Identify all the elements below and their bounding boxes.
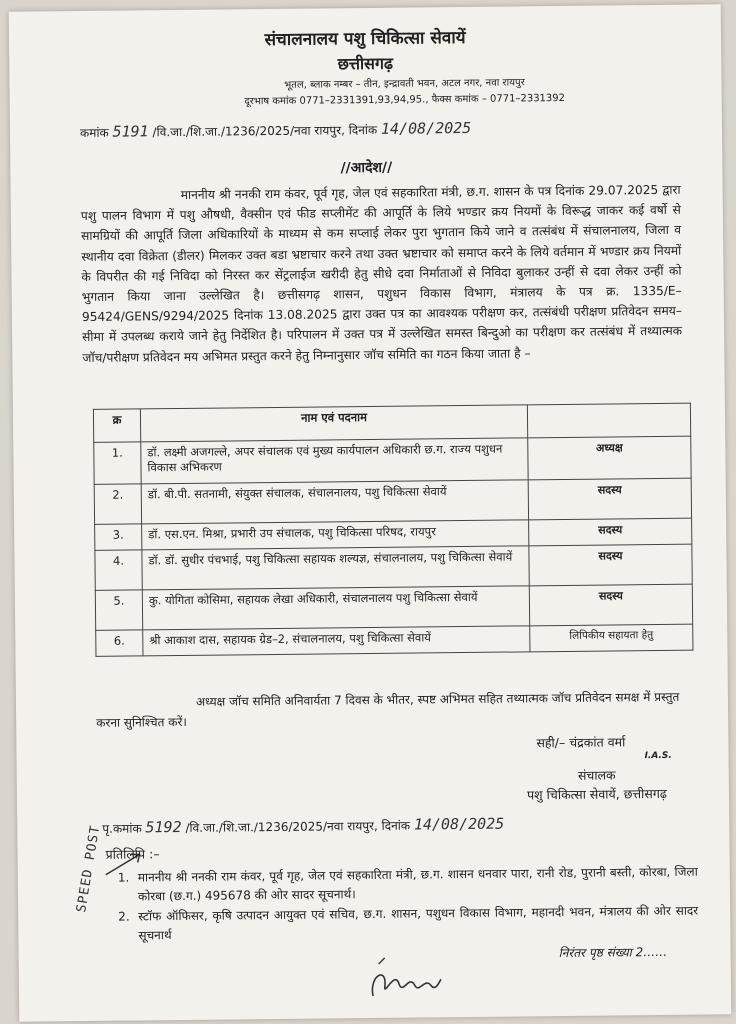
ref-middle: /वि.जा./शि.जा./1236/2025/नवा रायपुर, दिनांक xyxy=(152,122,378,140)
header-role xyxy=(527,403,690,438)
ref2-date: 14/08/2025 xyxy=(413,814,505,834)
copy-item xyxy=(118,862,708,906)
continued-note: निरंतर पृष्ठ संख्या 2…… xyxy=(558,944,668,961)
copy-text: स्टॉफ ऑफिसर, कृषि उत्पादन आयुक्त एवं सचिव, छ.ग. शासन, पशुधन विकास विभाग, महानदी भवन, मंत्रालय की ओर सादर सूचनार्थ xyxy=(138,903,699,943)
reference-line xyxy=(80,119,471,141)
row-sn: 5. xyxy=(95,590,142,630)
row-name: डॉ. बी.पी. सतनामी, संयुक्त संचालक, संचालनालय, पशु चिकित्सा सेवायें xyxy=(141,480,528,524)
row-name: डॉ. लक्ष्मी अजगल्ले, अपर संचालक एवं मुख्य कार्यपालन अधिकारी छ.ग. राज्य पशुधन विकास अभिकरण xyxy=(141,438,528,484)
table-row xyxy=(95,584,692,630)
signature-line: सही/– चंद्रकांत वर्मा xyxy=(536,734,626,751)
department: पशु चिकित्सा सेवायें, छत्तीसगढ़ xyxy=(526,785,667,803)
row-sn: 4. xyxy=(95,550,142,590)
handwritten-signature-icon xyxy=(365,955,446,1006)
header-name: नाम एवं पदनाम xyxy=(140,405,527,442)
row-sn: 1. xyxy=(94,442,141,484)
copy-label: प्रतिलिपि :– xyxy=(105,846,160,862)
row-role: सदस्य xyxy=(529,544,692,586)
ref-number: 5191 xyxy=(112,122,149,141)
table-row xyxy=(94,436,691,484)
ref-date: 14/08/2025 xyxy=(380,118,472,138)
copy-text: माननीय श्री ननकी राम कंवर, पूर्व गृह, जेल एवं सहकारिता मंत्री, छ.ग. शासन धनवार पारा, रानी रोड, पुरानी बस्ती, कोरबा, जिला कोरबा (छ.ग.) 495678 की ओर सादर सूचनार्थ। xyxy=(137,864,698,904)
row-role: सदस्य xyxy=(529,518,692,546)
row-role: अध्यक्ष xyxy=(528,436,691,480)
speed-post-stamp: SPEED POST xyxy=(74,824,104,914)
row-role: लिपिकीय सहायता हेतु xyxy=(530,624,693,652)
row-role: सदस्य xyxy=(529,584,692,626)
instruction-text: अध्यक्ष जॉच समिति अनिवार्यता 7 दिवस के भीतर, स्पष्ट अभिमत सहित तथ्यात्मक जॉच प्रतिवेदन समक्ष में प्रस्तुत करना सुनिश्चित करें। xyxy=(96,689,680,730)
signatory-designation xyxy=(487,764,707,804)
order-body: माननीय श्री ननकी राम कंवर, पूर्व गृह, जेल एवं सहकारिता मंत्री, छ.ग. शासन के पत्र दिनांक 29.07.2025 द्वारा पशु पालन विभाग में पशु औषधी, वैक्सीन एवं फीड सप्लीमेंट की आपूर्ति के लिये भण्डार क्रय नियमों के विरूद्ध जाकर कई वर्षो से सामग्रियों की आपूर्ति जिला अधिकारियों के माध्यम से कम सप्लाई लेकर पुरा भुगतान किये जाने व तत्संबंध में संचालनालय, जिला व स्थानीय दवा विक्रेता (डीलर) मिलकर उक्त बडा भ्रष्टाचार करने तथा उक्त भ्रष्टाचार को समाप्त करने के लिये वर्तमान में भण्डार क्रय नियमों के विपरीत की गई निविदा को निरस्त कर सेंट्रलाईज खरीदी हेतु सीधे दवा निर्माताओं से निविदा बुलाकर उन्हीं से दवा लेकर उन्हीं को भुगतान किया जाना उल्लेखित है। छत्तीसगढ़ शासन, पशुधन विकास विभाग, मंत्रालय के पत्र क्र. 1335/E–95424/GENS/9294/2025 दिनांक 13.08.2025 द्वारा उक्त पत्र का आवश्यक परीक्षण कर, तत्संबंधी परीक्षण प्रतिवेदन समय–सीमा में उपलब्ध कराये जाने हेतु निर्देशित है। परिपालन में उक्त पत्र में उल्लेखित समस्त बिन्दुओ का परीक्षण कर तत्संबंध में तथ्यात्मक जॉच/परीक्षण प्रतिवेदन मय अभिमत प्रस्तुत करने हेतु निम्नानुसार जॉच समिति का गठन किया जाता है – xyxy=(80,182,683,365)
copy-num: 2. xyxy=(118,909,130,924)
row-name: डॉ. डॉ. सुधीर पंचभाई, पशु चिकित्सा सहायक शल्यज्ञ, संचालनालय, पशु चिकित्सा सेवायें xyxy=(142,546,529,590)
document-page xyxy=(9,4,732,1021)
designation: संचालक xyxy=(577,767,616,783)
row-name: श्री आकाश दास, सहायक ग्रेड–2, संचालनालय, पशु चिकित्सा सेवायें xyxy=(143,626,530,656)
copy-item xyxy=(118,901,708,945)
row-sn: 3. xyxy=(95,524,142,550)
row-role: सदस्य xyxy=(528,478,691,520)
ref2-number: 5192 xyxy=(145,817,182,837)
header-sn: क्र xyxy=(93,409,140,442)
ref-prefix: कमांक xyxy=(79,125,109,141)
office-title: संचालनालय पशु चिकित्सा सेवायें xyxy=(264,27,466,51)
table-row xyxy=(94,478,691,524)
office-address: भूतल, ब्लाक नम्बर – तीन, इन्द्रावती भवन, अटल नगर, नवा रायपुर xyxy=(284,77,525,91)
ref2-middle: /वि.जा./शि.जा./1236/2025/नवा रायपुर, दिनांक xyxy=(185,818,411,835)
office-phone: दूरभाष कमांक 0771–2331391,93,94,95., फैक्स कमांक – 0771–2331392 xyxy=(244,92,566,108)
committee-table xyxy=(93,403,694,657)
row-name: कु. योगिता कोसिमा, सहायक लेखा अधिकारी, संचालनालय पशु चिकित्सा सेवायें xyxy=(142,586,529,630)
state-name: छत्तीसगढ़ xyxy=(337,53,394,74)
order-title: //आदेश// xyxy=(340,159,393,177)
ref2-prefix: पृ.कमांक xyxy=(102,821,142,836)
reference-line-2 xyxy=(102,815,504,837)
copy-num: 1. xyxy=(117,870,130,885)
table-row xyxy=(96,624,693,656)
row-sn: 2. xyxy=(94,484,141,524)
row-name: डॉ. एस.एन. मिश्रा, प्रभारी उप संचालक, पशु चिकित्सा परिषद, रायपुर xyxy=(142,520,529,550)
ias-label: I.A.S. xyxy=(644,750,672,762)
row-sn: 6. xyxy=(96,630,143,656)
table-row xyxy=(95,544,692,590)
